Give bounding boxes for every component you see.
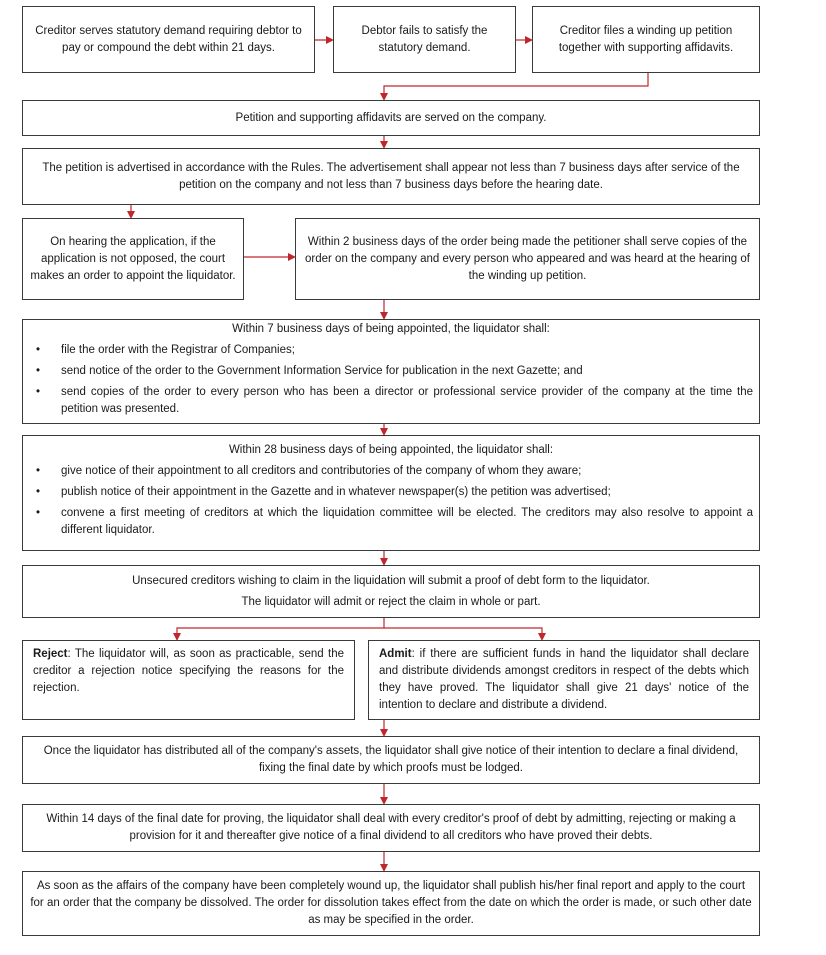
step-debtor-fails: Debtor fails to satisfy the statutory demand. [333,6,516,73]
arrow-10-reject [177,618,384,639]
arrow-10-admit [384,628,542,639]
step-files-petition: Creditor files a winding up petition together with supporting affidavits. [532,6,760,73]
list-item: • file the order with the Registrar of Companies; [61,342,753,359]
step-admit: Admit: if there are sufficient funds in hand the liquidator shall declare and distribute dividends amongst creditors in respect of the debts which they have proved. The liquidator shall give 21 days' notice of the intention to declare and distribute a dividend. [368,640,760,720]
step-28-day-heading: Within 28 business days of being appointed, the liquidator shall: [228,444,554,456]
step-7-day-heading: Within 7 business days of being appointed, the liquidator shall: [232,323,550,335]
step-reject: Reject: The liquidator will, as soon as practicable, send the creditor a rejection notice specifying the reasons for the rejection. [22,640,355,720]
step-7-day-duties [22,319,760,424]
list-item: • publish notice of their appointment in the Gazette and in whatever newspaper(s) the petition was advertised; [61,484,753,501]
step-serve-order-copies: Within 2 business days of the order being made the petitioner shall serve copies of the order on the company and every person who appeared and was heard at the hearing of the winding up petition. [295,218,760,300]
step-court-order: On hearing the application, if the application is not opposed, the court makes an order to appoint the liquidator. [22,218,244,300]
admit-label: Admit [379,648,412,660]
step-deal-with-proofs: Within 14 days of the final date for proving, the liquidator shall deal with every creditor's proof of debt by admitting, rejecting or making a provision for it and thereafter give notice of a final dividend to all creditors who have proved their debts. [22,804,760,852]
list-item: • send notice of the order to the Government Information Service for publication in the next Gazette; and [61,363,753,380]
reject-label: Reject [33,648,68,660]
arrow-3-4 [384,73,648,99]
step-dissolution: As soon as the affairs of the company have been completely wound up, the liquidator shall publish his/her final report and apply to the court for an order that the company be dissolved. The order for dissolution takes effect from the date on which the order is made, or such other date as may be specified in the order. [22,871,760,936]
step-final-dividend-notice: Once the liquidator has distributed all of the company's assets, the liquidator shall give notice of their intention to declare a final dividend, fixing the final date by which proofs must be lodged. [22,736,760,784]
list-item: • give notice of their appointment to all creditors and contributories of the company of whom they aware; [61,463,753,480]
step-statutory-demand: Creditor serves statutory demand requiring debtor to pay or compound the debt within 21 days. [22,6,315,73]
step-7-day-list [29,342,753,418]
step-28-day-list [29,463,753,539]
step-petition-served: Petition and supporting affidavits are served on the company. [22,100,760,136]
step-28-day-duties [22,435,760,551]
step-petition-advertised: The petition is advertised in accordance with the Rules. The advertisement shall appear not less than 7 business days after service of the petition on the company and not less than 7 business days before the hearing date. [22,148,760,205]
list-item: • send copies of the order to every person who has been a director or professional service provider of the company at the time the petition was presented. [61,384,753,418]
list-item: • convene a first meeting of creditors at which the liquidation committee will be elected. The creditors may also resolve to appoint a different liquidator. [61,505,753,539]
step-proof-of-debt: Unsecured creditors wishing to claim in the liquidation will submit a proof of debt form to the liquidator. The liquidator will admit or reject the claim in whole or part. [22,565,760,618]
